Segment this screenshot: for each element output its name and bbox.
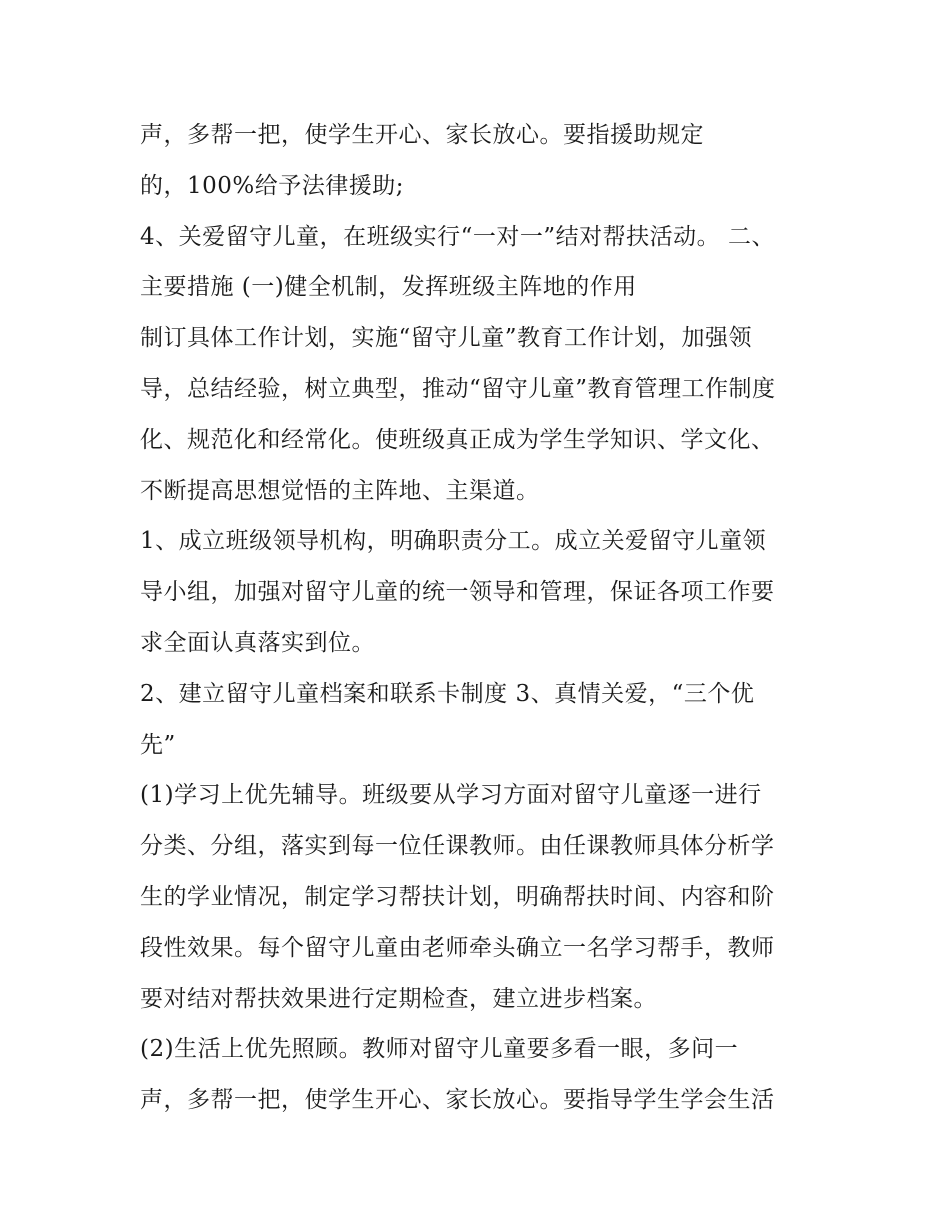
text-line: 声，多帮一把，使学生开心、家长放心。要指导学生学会生活 — [140, 1087, 775, 1114]
text-line: 导，总结经验，树立典型，推动“留守儿童”教育管理工作制度 — [140, 375, 776, 402]
text-line: 制订具体工作计划，实施“留守儿童”教育工作计划，加强领 — [140, 325, 753, 352]
text-line: 1、成立班级领导机构，明确职责分工。成立关爱留守儿童领 — [140, 528, 767, 555]
text-line: 生的学业情况，制定学习帮扶计划，明确帮扶时间、内容和阶 — [140, 883, 775, 910]
document-body — [140, 110, 830, 1126]
text-line: 主要措施 (一)健全机制，发挥班级主阵地的作用 — [140, 274, 637, 301]
text-line: 求全面认真落实到位。 — [140, 629, 375, 656]
text-line: 声，多帮一把，使学生开心、家长放心。要指援助规定 — [140, 122, 704, 148]
text-line: (1)学习上优先辅导。班级要从学习方面对留守儿童逐一进行 — [140, 782, 762, 809]
text-line: 4、关爱留守儿童，在班级实行“一对一”结对帮扶活动。 二、 — [140, 223, 775, 250]
text-line: 的，100%给予法律援助; — [140, 172, 405, 199]
text-line: 分类、分组，落实到每一位任课教师。由任课教师具体分析学 — [140, 833, 775, 860]
text-line: 先” — [140, 731, 176, 758]
text-line: 2、建立留守儿童档案和联系卡制度 3、真情关爱，“三个优 — [140, 680, 755, 707]
text-line: (2)生活上优先照顾。教师对留守儿童要多看一眼，多问一 — [140, 1036, 739, 1063]
text-line: 段性效果。每个留守儿童由老师牵头确立一名学习帮手，教师 — [140, 934, 775, 961]
text-line: 导小组，加强对留守儿童的统一领导和管理，保证各项工作要 — [140, 579, 775, 606]
text-line: 不断提高思想觉悟的主阵地、主渠道。 — [140, 477, 540, 504]
text-line: 要对结对帮扶效果进行定期检查，建立进步档案。 — [140, 985, 657, 1012]
text-line: 化、规范化和经常化。使班级真正成为学生学知识、学文化、 — [140, 426, 775, 453]
